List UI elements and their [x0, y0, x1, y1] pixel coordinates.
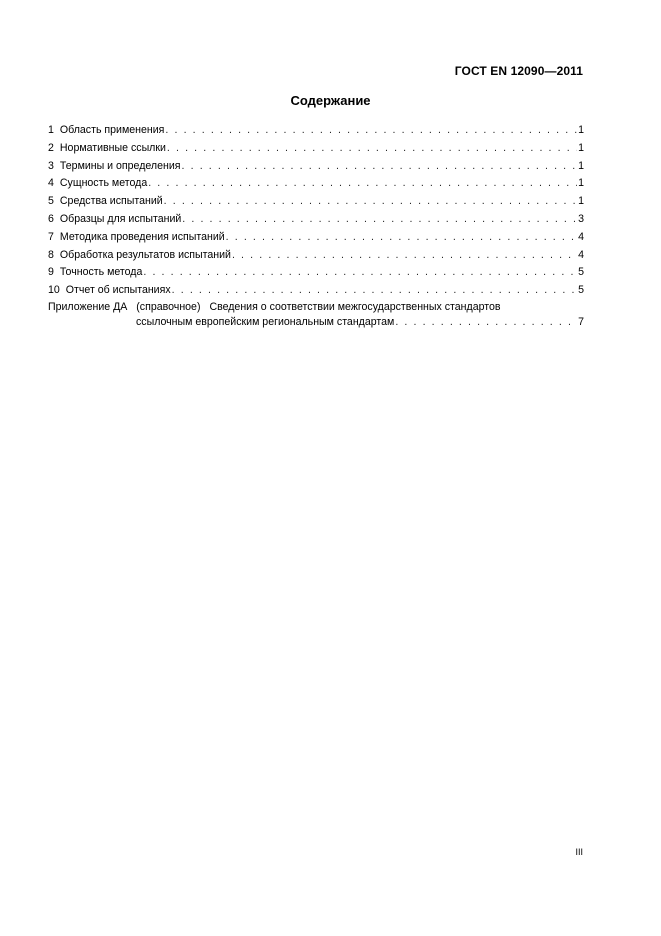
table-of-contents: [48, 122, 584, 330]
toc-entry-test-equipment[interactable]: [48, 193, 584, 211]
toc-entry-page: 1: [578, 159, 584, 172]
annex-title-line-1: Сведения о соответствии межгосударственных стандартов: [209, 300, 501, 313]
annex-line-1: [48, 300, 584, 314]
toc-entry-method-principle[interactable]: [48, 175, 584, 193]
toc-entry-test-report[interactable]: [48, 282, 584, 300]
toc-entry-page: 7: [578, 315, 584, 328]
toc-entry-label: Обработка результатов испытаний: [59, 248, 231, 261]
toc-entry-number: 4: [48, 177, 54, 190]
annex-type: (справочное): [136, 300, 201, 313]
toc-title: Содержание: [290, 93, 371, 108]
toc-entry-test-procedure[interactable]: [48, 229, 584, 247]
toc-entry-label: Образцы для испытаний: [59, 212, 182, 225]
toc-entry-label: Отчет об испытаниях: [65, 284, 171, 297]
toc-entry-method-precision[interactable]: [48, 264, 584, 282]
toc-entry-number: 3: [48, 159, 54, 172]
document-code: ГОСТ EN 12090—2011: [454, 64, 583, 78]
toc-entry-page: 1: [578, 177, 584, 190]
dot-leader: [182, 158, 578, 176]
toc-entry-number: 7: [48, 230, 54, 243]
annex-prefix: Приложение ДА: [48, 300, 128, 313]
toc-entry-number: 9: [48, 266, 54, 279]
toc-entry-page: 1: [578, 124, 584, 136]
toc-entry-page: 1: [578, 195, 584, 208]
toc-entry-label: Нормативные ссылки: [59, 141, 166, 154]
toc-entry-page: 4: [578, 230, 584, 243]
toc-entry-page: 5: [578, 266, 584, 279]
toc-entry-label: Термины и определения: [59, 159, 181, 172]
toc-entry-label: Сущность метода: [59, 177, 148, 190]
annex-title-line-2: ссылочным европейским региональным стандартам: [136, 315, 395, 328]
toc-entry-normative-references[interactable]: [48, 140, 584, 158]
dot-leader: [232, 247, 577, 265]
dot-leader: [172, 282, 577, 300]
toc-entry-number: 2: [48, 141, 54, 154]
toc-entry-page: 4: [578, 248, 584, 261]
toc-entry-annex-da[interactable]: [48, 300, 584, 330]
toc-entry-number: 5: [48, 195, 54, 208]
toc-entry-label: Средства испытаний: [59, 195, 163, 208]
toc-entry-test-specimens[interactable]: [48, 211, 584, 229]
dot-leader: [143, 264, 577, 282]
toc-entry-page: 3: [578, 212, 584, 225]
toc-entry-results-processing[interactable]: [48, 247, 584, 265]
toc-entry-number: 1: [48, 124, 54, 136]
toc-entry-number: 10: [48, 284, 60, 297]
dot-leader: [226, 229, 577, 247]
dot-leader: [167, 140, 577, 158]
toc-entry-scope[interactable]: [48, 122, 584, 140]
toc-entry-label: Область применения: [59, 124, 165, 136]
toc-entry-page: 1: [578, 141, 584, 154]
toc-entry-label: Точность метода: [59, 266, 143, 279]
annex-line-2: [48, 314, 584, 330]
toc-entry-label: Методика проведения испытаний: [59, 230, 225, 243]
toc-entry-number: 8: [48, 248, 54, 261]
toc-entry-number: 6: [48, 212, 54, 225]
toc-entry-page: 5: [578, 284, 584, 297]
page-number: III: [575, 847, 583, 857]
dot-leader: [395, 314, 577, 330]
toc-entry-terms-definitions[interactable]: [48, 158, 584, 176]
dot-leader: [164, 193, 577, 211]
dot-leader: [148, 175, 577, 193]
dot-leader: [182, 211, 577, 229]
dot-leader: [165, 122, 577, 140]
